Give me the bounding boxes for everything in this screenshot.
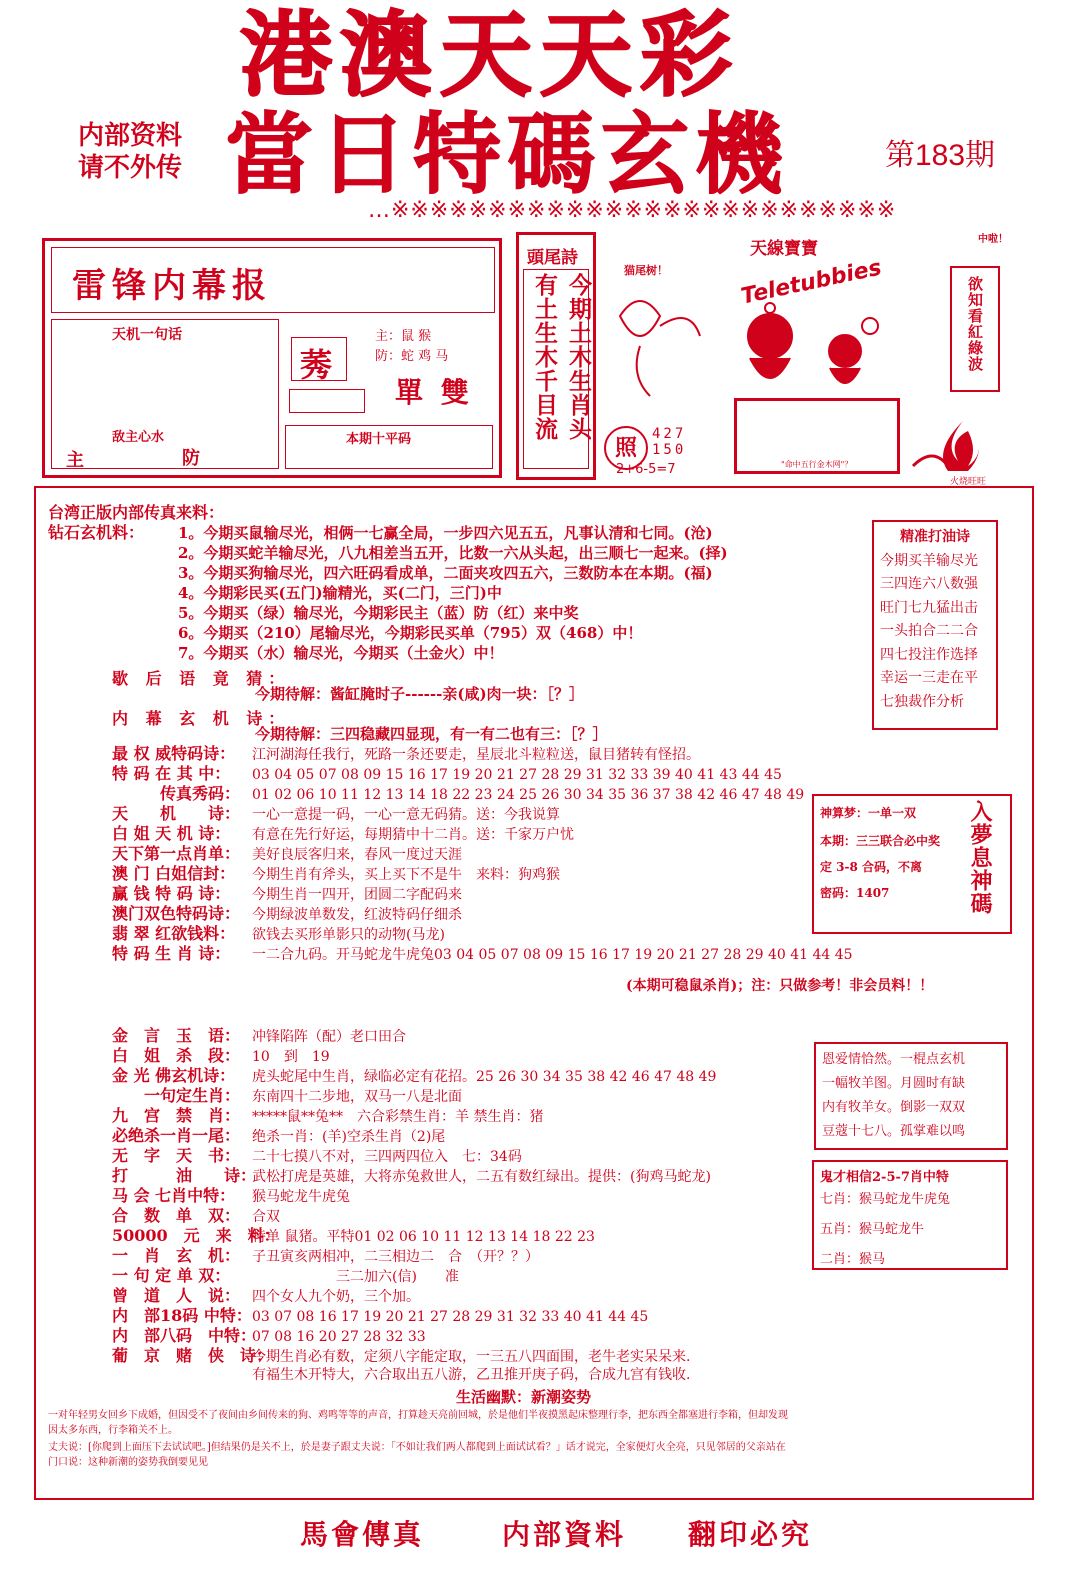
list-item: 5。今期买（绿）输尽光，今期彩民主（蓝）防（红）来中奖: [178, 604, 579, 622]
table-row: 传真秀码： 01 02 06 10 11 12 13 14 18 22 23 24 25 26 30 34 35 36 37 38 42 46 47 48 49: [112, 784, 805, 803]
table-row: 有福生木开特大，六合取出五八游，乙丑推开庚子码，合成九宫有钱收.: [252, 1367, 691, 1383]
cartoon-area: [600, 226, 930, 486]
table-row: 九 宫 禁 肖： *****鼠**兔** 六合彩禁生肖：羊 禁生肖：猪: [112, 1106, 544, 1125]
big-char-box: [291, 337, 347, 384]
dream-line-1: 神算梦：一单一双: [820, 806, 917, 820]
ghost-line-2: 二肖：猴马: [820, 1252, 886, 1267]
table-row: 特 码 在 其 中： 03 04 05 07 08 09 15 16 17 19 20 21 27 28 29 31 32 33 39 40 41 43 44 45: [112, 764, 782, 783]
table-row: 白 姐 杀 段： 10 到 19: [112, 1046, 330, 1065]
side-poem-line: 四七投注作选择: [880, 646, 978, 663]
intro: 台湾正版内部传真来料： 钻石玄机料：: [48, 503, 225, 542]
issue-number: 第183期: [885, 139, 996, 172]
dream-line-3: 定 3-8 合码，不离: [820, 860, 923, 874]
main-pick: 主：鼠 猴 防：蛇 鸡 马: [375, 329, 449, 364]
ten-code-box: [285, 425, 493, 469]
list-item: 7。今期买（水）输尽光，今期买（土金火）中！: [178, 644, 504, 662]
dream-line-4: 密码：1407: [820, 886, 890, 900]
table-row: 曾 道 人 说： 四个女人九个奶，三个加。: [112, 1286, 420, 1305]
table-row: 天下第一点肖单： 美好良辰客归来，春风一度过天涯: [112, 844, 462, 863]
poem-line-1: 今期土木生肖头: [565, 273, 592, 441]
main-title: 港澳天天彩: [240, 2, 741, 109]
table-row: 葡 京 赌 侠 诗：今期生肖必有数，定须八字能定取，一三五八四面围，老牛老实呆呆来.: [112, 1346, 691, 1365]
cartoon-brand: Teletubbies: [738, 255, 884, 310]
love-line: 内有牧羊女。倒影一双双: [822, 1100, 966, 1115]
right-vertical-text: 欲知看紅綠波: [966, 276, 984, 372]
dream-line-2: 本期：三三联合必中奖: [820, 834, 941, 848]
cartoon-frame: [734, 398, 900, 474]
ghost-line-5: 五肖：猴马蛇龙牛: [820, 1222, 925, 1237]
side-poem-line: 旺门七九猛出击: [880, 599, 978, 616]
sub-title: 當日特碼玄機: [225, 102, 790, 206]
zhu-mark: 主: [66, 450, 84, 471]
leifeng-panel: [42, 238, 502, 478]
side-poem-line: 一头拍合二二合: [880, 623, 978, 639]
table-row: 金 光 佛玄机诗： 虎头蛇尾中生肖，绿临必定有花招。25 26 30 34 35 38 42 46 47 48 49: [112, 1066, 717, 1085]
cartoon-caption: 天線寶寶: [750, 239, 818, 259]
leifeng-title-box: [51, 247, 495, 313]
table-row: 一句定生肖： 东南四十二步地，双马一八是北面: [112, 1086, 462, 1105]
dan-shuang: 單 雙: [395, 376, 473, 409]
xindong-label: 敌主心水: [112, 430, 165, 445]
table-row: 赢 钱 特 码 诗： 今期生肖一四开，团圆二字配码来: [112, 884, 462, 903]
entry-list-2: [112, 1026, 716, 1386]
right-vertical-box: [950, 266, 1000, 392]
table-row: 必绝杀一肖一尾： 绝杀一肖：(羊)空杀生肖（2)尾: [112, 1126, 446, 1145]
notice: (本期可稳鼠杀肖)；注：只做参考！非会员料！！: [626, 978, 934, 994]
love-box: [814, 1042, 1008, 1150]
fire-caption: 火烧旺旺: [950, 477, 987, 487]
side-poem-line: 今期买羊输尽光: [880, 552, 978, 569]
side-poem-line: 三四连六八数强: [880, 576, 978, 592]
list-item: 2。今期买蛇羊输尽光，八九相差当五开，比数一六从头起，出三顺七一起来。(择): [178, 544, 728, 562]
ghost-line-7: 七肖：猴马蛇龙牛虎兔: [820, 1192, 951, 1207]
ghost-title: 鬼才相信2-5-7肖中特: [820, 1170, 949, 1185]
table-row: 内 部八码 中特：07 08 16 20 27 28 32 33: [112, 1326, 426, 1345]
table-row: 50000 元 来 料：特单 鼠猪。平特01 02 06 10 11 12 13 14 18 22 23: [112, 1226, 595, 1245]
table-row: 天 机 诗： 一心一意提一码，一心一意无码猜。送：今我说算: [112, 804, 560, 823]
tianji-label: 天机一句话: [112, 327, 182, 343]
table-row: 翡 翠 红欲钱料： 欲钱去买形单影只的动物(马龙): [112, 924, 445, 943]
table-row: 打 油 诗：武松打虎是英雄，大将赤兔救世人，二五有数红绿出。提供：(狗鸡马蛇龙): [112, 1166, 711, 1185]
table-row: 澳门双色特码诗： 今期绿波单数发，红波特码仔细杀: [112, 904, 462, 923]
list-item: 3。今期买狗输尽光，四六旺码看成单，二面夹攻四五六，三数防本在本期。(福): [178, 564, 713, 582]
leifeng-title: 雷锋内幕报: [72, 266, 272, 306]
table-row: 一 肖 玄 机： 子丑寅亥两相冲，二三相边二 合 （开？？）: [112, 1246, 539, 1265]
dream-vertical: 入夢息神碼: [967, 800, 993, 915]
neimu-label: 内 幕 玄 机 诗：: [112, 709, 291, 728]
table-row: 特 码 生 肖 诗： 一二合九码。开马蛇龙牛虎兔03 04 05 07 08 09 15 16 17 19 20 21 27 28 29 40 41 44 45: [112, 944, 853, 963]
xiehou-text: 今期待解：酱缸腌时子------亲(咸)肉一块：［？］: [255, 685, 585, 703]
neimu-text: 今期待解：三四稳藏四显现，有一有二也有三：［？］: [255, 725, 608, 743]
table-row: 澳 门 白姐信封： 今期生肖有斧头，买上买下不是牛 来料：狗鸡猴: [112, 864, 560, 883]
humor-p1: 一对年轻男女回乡下成婚，但因受不了夜间由乡间传来的狗、鸡鸣等等的声音，打算趁天亮前回城，於是他们半夜摸黑起床整理行李，把东西全都塞进行李箱，但却发现因太多东西，行李箱关不上。: [48, 1410, 788, 1436]
zhao-circle: 照: [604, 426, 648, 470]
footer-fax: 馬會傳真: [300, 1518, 425, 1551]
table-row: 内 部18码 中特：03 07 08 16 17 19 20 21 27 28 29 31 32 33 40 41 44 45: [112, 1306, 649, 1325]
list-item: 6。今期买（210）尾输尽光，今期彩民买单（795）双（468）中！: [178, 624, 643, 642]
table-row: 最 权 威特码诗： 江河湖海任我行，死路一条还要走，星辰北斗粒粒送，鼠目猪转有怪招。: [112, 744, 700, 763]
side-poem-box: [872, 520, 998, 730]
big-char: 莠: [300, 346, 333, 384]
numbered-list: [178, 523, 728, 663]
xiehou-label: 歇 后 语 竟 猜：: [112, 669, 291, 688]
table-row: 马 会 七肖中特： 猴马蛇龙牛虎兔: [112, 1186, 350, 1205]
table-row: 金 言 玉 语： 冲锋陷阵（配）老口田合: [112, 1026, 406, 1045]
poem-title: 頭尾詩: [527, 248, 578, 268]
table-row: 无 字 天 书： 二十七摸八不对，三四两四位入 七：34码: [112, 1146, 522, 1165]
star-divider: …※※※※※※※※※※※※※※※※※※※※※※※※※※: [368, 198, 897, 223]
internal-note: 内部资料 请不外传: [78, 121, 183, 183]
zhao-numbers: 427 150: [652, 426, 687, 458]
small-grid: [289, 389, 365, 413]
humor-title: 生活幽默：新潮姿势: [456, 1388, 592, 1406]
right-top-label: 中啦！: [978, 234, 1008, 245]
tianji-box: [51, 319, 279, 469]
ghost-box: [812, 1160, 1008, 1270]
love-line: 一幅牧羊图。月圆时有缺: [822, 1076, 966, 1091]
list-item: 1。今期买鼠输尽光，相俩一七赢全局，一步四六见五五，凡事认清和七同。(沧): [178, 524, 713, 542]
side-poem-line: 七独裁作分析: [880, 693, 964, 710]
humor-p2: 丈夫说：[你爬到上面压下去试试吧。]但结果仍是关不上，於是妻子跟丈夫说：「不如让我们两人都爬到上面试试看？」话才说完，全家便灯火全亮，只见邻居的父亲站在门口说：这种新潮的姿势我倒要见见: [48, 1442, 786, 1468]
love-line: 恩爱情恰然。一棍点玄机: [822, 1052, 966, 1067]
love-line: 豆蔻十七八。孤掌难以鸣: [822, 1124, 966, 1139]
fang-mark: 防: [182, 448, 200, 469]
table-row: 合 数 单 双： 合双: [112, 1206, 280, 1225]
zhao-formula: 2+6-5=7: [616, 462, 676, 477]
dream-box: [812, 794, 1012, 934]
table-row: 白 姐 天 机 诗： 有意在先行好运，每期猜中十二肖。送：千家万户忧: [112, 824, 574, 843]
teletubbies-illustration-icon: [600, 276, 930, 406]
table-row: 一 句 定 单 双： 三二加六(信) 准: [112, 1266, 459, 1285]
poem-box: [516, 232, 596, 480]
entry-list-1: [112, 744, 853, 964]
list-item: 4。今期彩民买(五门)输精光，买(二门，三门)中: [178, 584, 502, 602]
poem-line-2: 有土生木千目流: [531, 273, 558, 441]
cat-tail-label: 猫尾树！: [624, 264, 668, 277]
footer-copyright: 翻印必究: [688, 1518, 813, 1551]
footer-internal: 内部資料: [502, 1518, 627, 1551]
side-poem-line: 幸运一三走在平: [880, 670, 978, 686]
side-poem-title: 精准打油诗: [900, 529, 970, 545]
cartoon-bottom-caption: "命中五行金木网"？: [781, 460, 853, 469]
ten-code-label: 本期十平码: [346, 432, 412, 447]
